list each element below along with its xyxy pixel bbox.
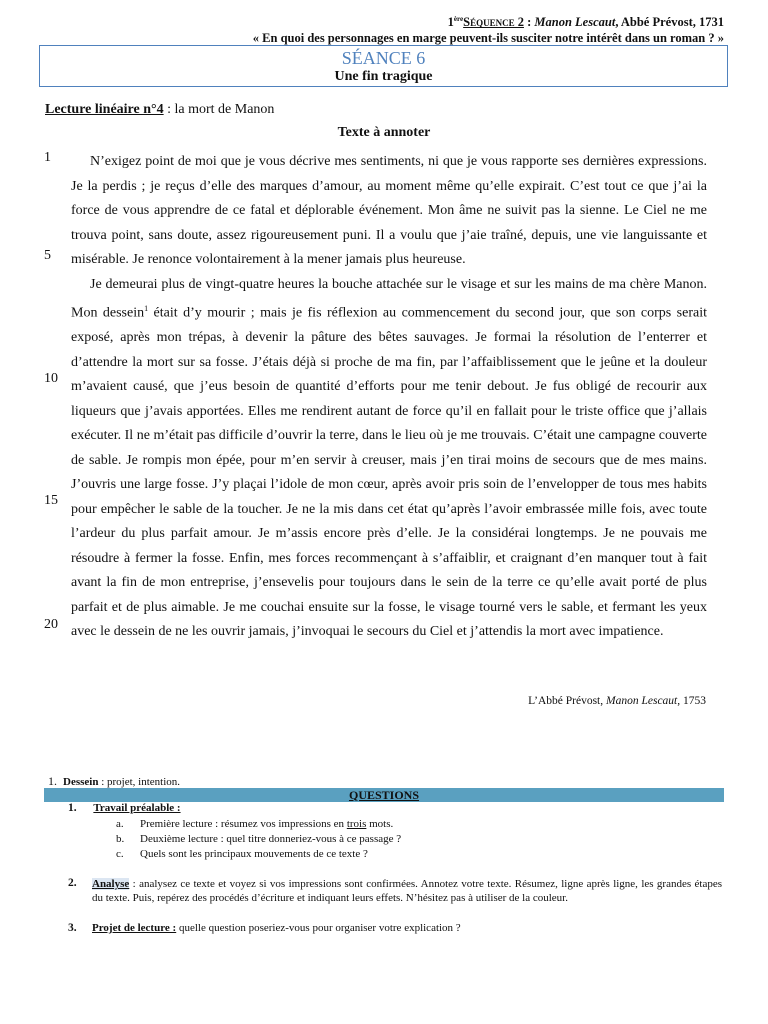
question-3-number: 3.: [68, 922, 77, 934]
line-number: 5: [44, 248, 51, 263]
seance-box: [39, 45, 728, 87]
header-sequence: 1èreSéquence 2 : Manon Lescaut, Abbé Prévost, 1731: [447, 15, 724, 30]
header-problematique: « En quoi des personnages en marge peuvent-ils susciter notre intérêt dans un roman ? »: [252, 31, 724, 45]
paragraph-1: N’exigez point de moi que je vous décrive mes sentiments, ni que je vous rapporte ses dernières expressions. Je la perdis ; je reçus d’elle des marques d’amour, au moment même qu’elle expirait. C’est tout ce que j’ai la force de vous apprendre de ce fatal et déplorable événement. Mon âme ne suivit pas la sienne. Le Ciel ne me trouva point, sans doute, assez rigoureusement puni. Il a voulu que j’aie traîné, depuis, une vie languissante et misérable. Je renonce volontairement à la mener jamais plus heureuse.: [71, 154, 707, 267]
question-1: 1. Travail préalable :: [68, 802, 181, 814]
line-number: 20: [44, 617, 58, 632]
question-1c: c. Quels sont les principaux mouvements de ce texte ?: [116, 848, 368, 860]
question-2-number: 2.: [68, 877, 77, 889]
texte-title: Texte à annoter: [337, 125, 431, 140]
seance-title: SÉANCE 6: [341, 48, 426, 68]
footnote: 1. Dessein : projet, intention.: [48, 774, 181, 788]
lecture-heading: Lecture linéaire n°4 : la mort de Manon: [45, 102, 275, 117]
footnote-ref: 1: [144, 304, 149, 313]
seance-subtitle: Une fin tragique: [334, 69, 433, 84]
question-1a: a. Première lecture : résumez vos impressions en trois mots.: [116, 818, 394, 830]
passage: [71, 150, 707, 645]
paragraph-2: Je demeurai plus de vingt-quatre heures la bouche attachée sur le visage et sur les mains de ma chère Manon. Mon dessein$^1$ était d’y mourir ; mais je fis réflexion au commencement du second jour, que son corps serait exposé, après mon trépas, à devenir la pâture des bêtes sauvages. Je formai la résolution de l’enterrer et d’attendre la mort sur sa fosse. J’étais déjà si proche de ma fin, par l’affaiblissement que le jeûne et la douleur m’avaient causé, que j’eus besoin de quantité d’efforts pour me tenir debout. Je fus obligé de recourir aux liqueurs que j’avais apportées. Elles me rendirent autant de force qu’il en fallait pour le triste office que j’allais exécuter. Il ne m’était pas difficile d’ouvrir la terre, dans le lieu où je me trouvais. C’était une campagne couverte de sable. Je rompis mon épée, pour m’en servir à creuser, mais j’en tirai moins de secours que de mes mains. J’ouvris une large fosse. J’y plaçai l’idole de mon cœur, après avoir pris soin de l’envelopper de tous mes habits pour empêcher le sable de la toucher. Je ne la mis dans cet état qu’après l’avoir embrassée mille fois, avec toute l’ardeur du plus parfait amour. Je m’assis encore près d’elle. Je la considérai longtemps. Je ne pouvais me résoudre à fermer la fosse. Enfin, mes forces recommençant à s’affaiblir, et craignant d’en manquer tout à fait avant la fin de mon entreprise, j’ensevelis pour toujours dans le sein de la terre ce qu’elle avait porté de plus parfait et de plus aimable. Je me couchai ensuite sur la fosse, le visage tourné vers le sable, et fermant les yeux avec le dessein de ne les ouvrir jamais, j’invoquai le secours du Ciel et j’attendis la mort avec impatience.: [71, 276, 707, 640]
question-1b: b. Deuxième lecture : quel titre donneriez-vous à ce passage ?: [116, 833, 402, 845]
questions-header: QUESTIONS: [44, 788, 724, 802]
question-3: Projet de lecture : quelle question poseriez-vous pour organiser votre explication ?: [92, 922, 461, 934]
line-number: 15: [44, 493, 58, 508]
line-number: 10: [44, 371, 58, 386]
line-number: 1: [44, 150, 51, 165]
question-2: Analyse : analysez ce texte et voyez si vos impressions sont confirmées. Annotez votre texte. Résumez, ligne après ligne, les grandes étapes du texte. Puis, repérez des procédés d’écriture et indiquant leurs effets. N’hésitez pas à utiliser de la couleur.: [92, 878, 722, 904]
citation: L’Abbé Prévost, Manon Lescaut, 1753: [528, 695, 706, 707]
